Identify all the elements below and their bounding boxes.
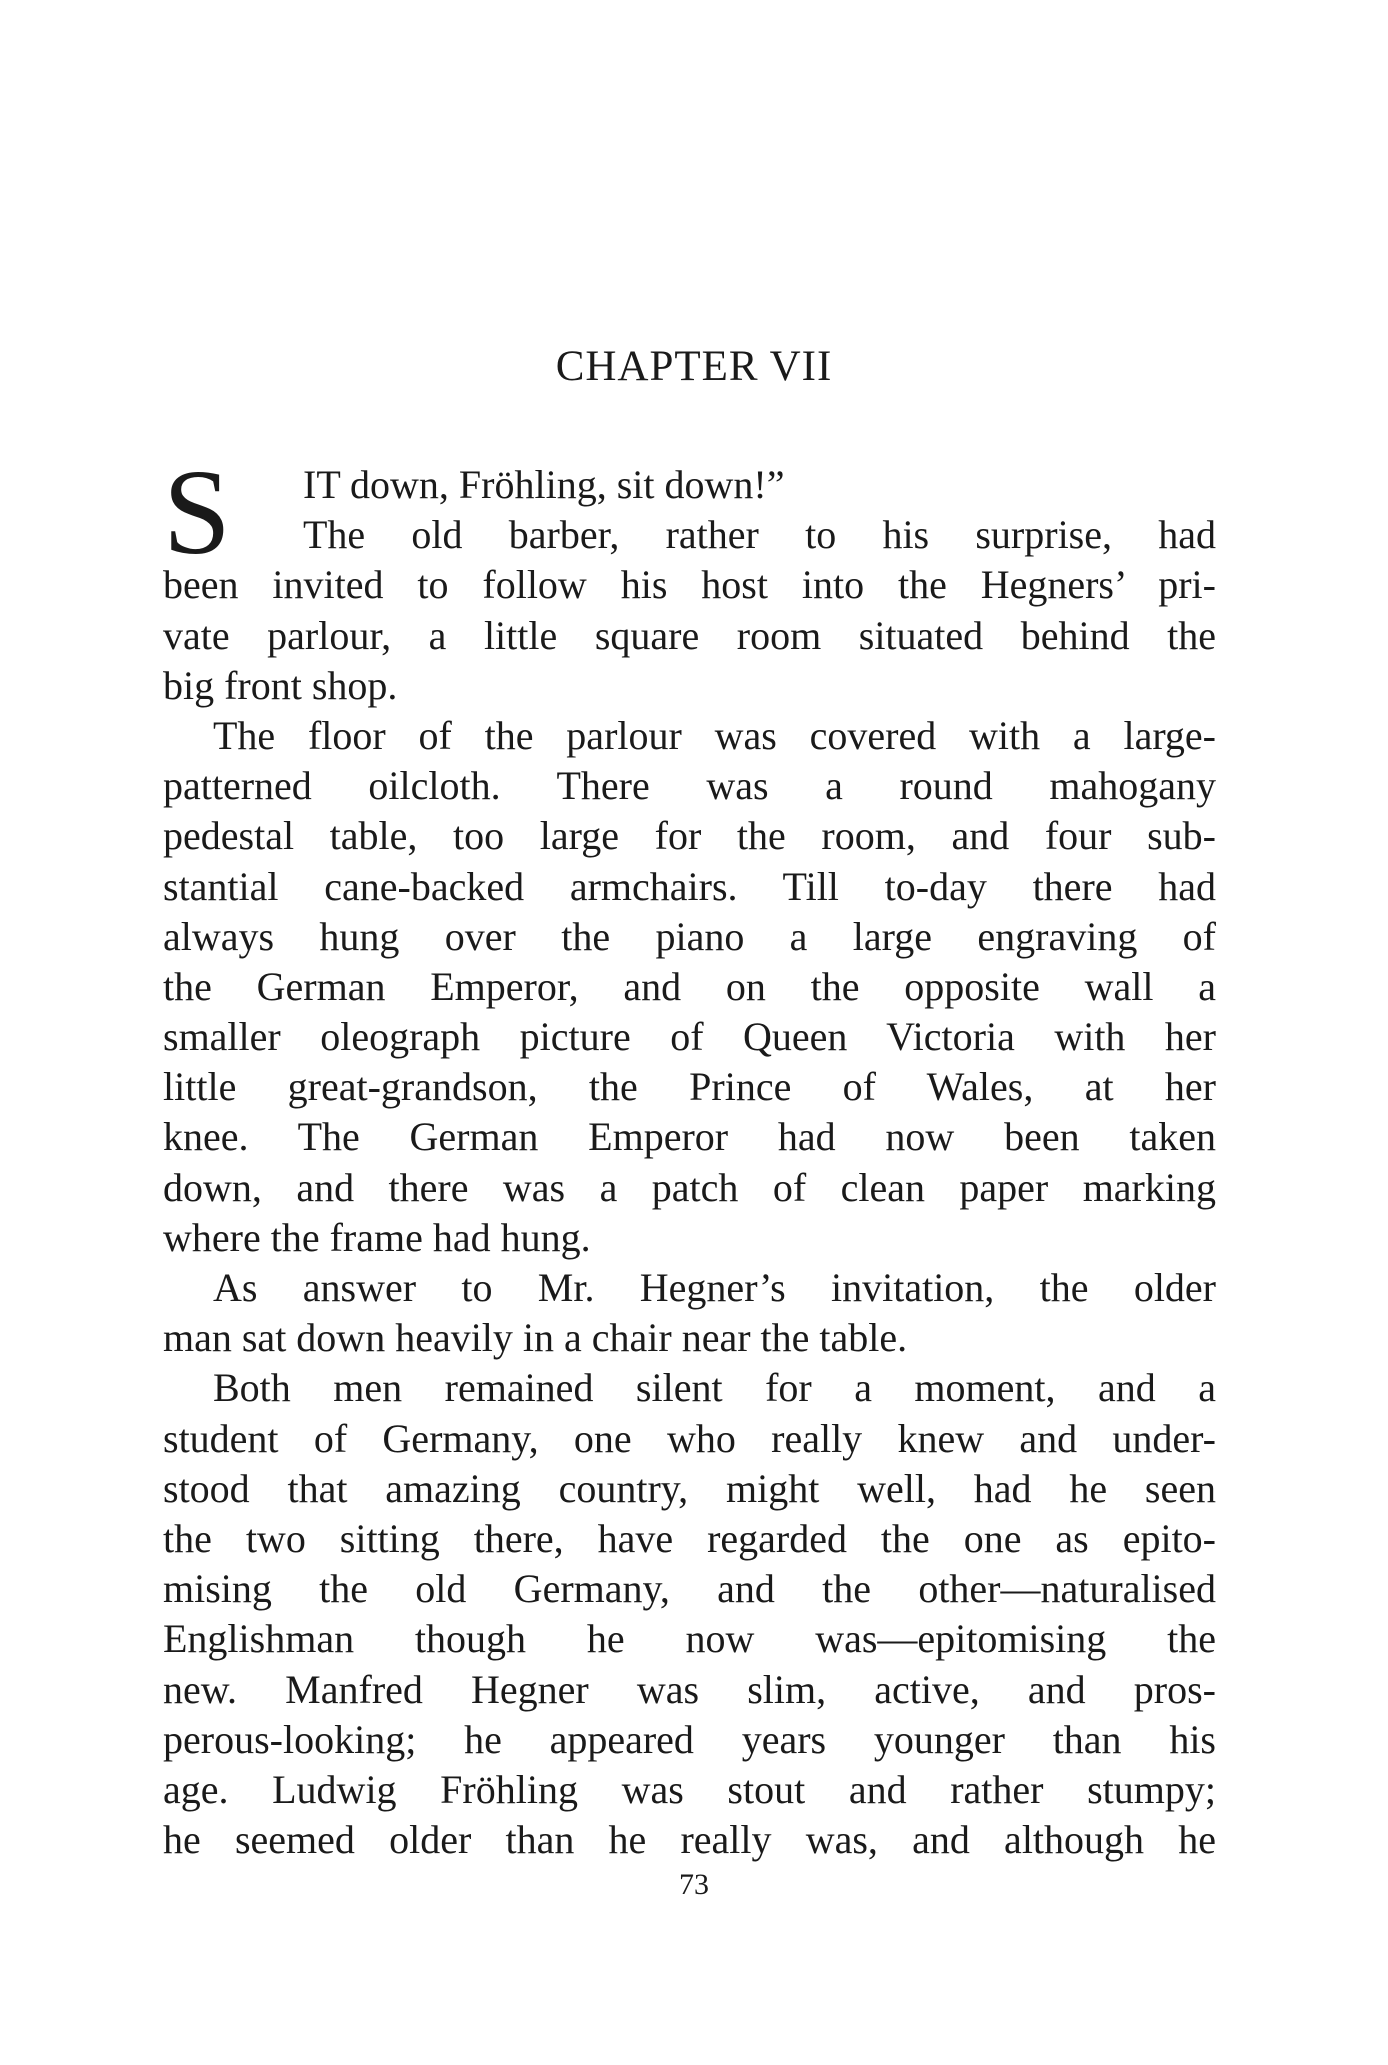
- text-line: The floor of the parlour was covered with a large-: [213, 712, 1216, 758]
- text-line: new. Manfred Hegner was slim, active, and pros-: [163, 1666, 1216, 1712]
- text-line: patterned oilcloth. There was a round mahogany: [163, 763, 1216, 809]
- body-text: [163, 460, 1216, 1865]
- text-line: mising the old Germany, and the other—naturalised: [163, 1566, 1216, 1612]
- text-line: always hung over the piano a large engraving of: [163, 913, 1216, 959]
- text-line: vate parlour, a little square room situated behind the: [163, 612, 1216, 658]
- text-line: smaller oleograph picture of Queen Victoria with her: [163, 1014, 1216, 1060]
- text-line: age. Ludwig Fröhling was stout and rather stumpy;: [163, 1766, 1216, 1812]
- chapter-title: CHAPTER VII: [555, 343, 833, 390]
- text-line: where the frame had hung.: [163, 1214, 591, 1260]
- text-line: Both men remained silent for a moment, and a: [213, 1365, 1216, 1411]
- text-line: he seemed older than he really was, and although he: [163, 1817, 1216, 1863]
- text-line: man sat down heavily in a chair near the table.: [163, 1315, 908, 1361]
- text-line: perous-looking; he appeared years younger than his: [163, 1716, 1216, 1762]
- text-line: student of Germany, one who really knew and under-: [163, 1415, 1216, 1461]
- text-line: been invited to follow his host into the Hegners’ pri-: [163, 562, 1216, 608]
- text-line: Englishman though he now was—epitomising the: [163, 1616, 1216, 1662]
- text-line: knee. The German Emperor had now been taken: [163, 1114, 1216, 1160]
- page-number: 73: [679, 1868, 709, 1901]
- text-line: IT down, Fröhling, sit down!”: [303, 462, 785, 507]
- text-line: little great-grandson, the Prince of Wales, at her: [163, 1064, 1216, 1110]
- text-line: stood that amazing country, might well, had he seen: [163, 1465, 1216, 1511]
- text-line: down, and there was a patch of clean paper marking: [163, 1164, 1216, 1210]
- text-line: As answer to Mr. Hegner’s invitation, the older: [213, 1265, 1216, 1310]
- text-line: The old barber, rather to his surprise, had: [303, 512, 1216, 558]
- text-line: pedestal table, too large for the room, and four sub-: [163, 813, 1216, 859]
- text-line: stantial cane-backed armchairs. Till to-day there had: [163, 863, 1216, 909]
- text-line: the two sitting there, have regarded the one as epito-: [163, 1515, 1216, 1561]
- text-line: big front shop.: [163, 662, 398, 708]
- drop-cap-letter: S: [163, 445, 231, 580]
- text-line: the German Emperor, and on the opposite wall a: [163, 963, 1216, 1009]
